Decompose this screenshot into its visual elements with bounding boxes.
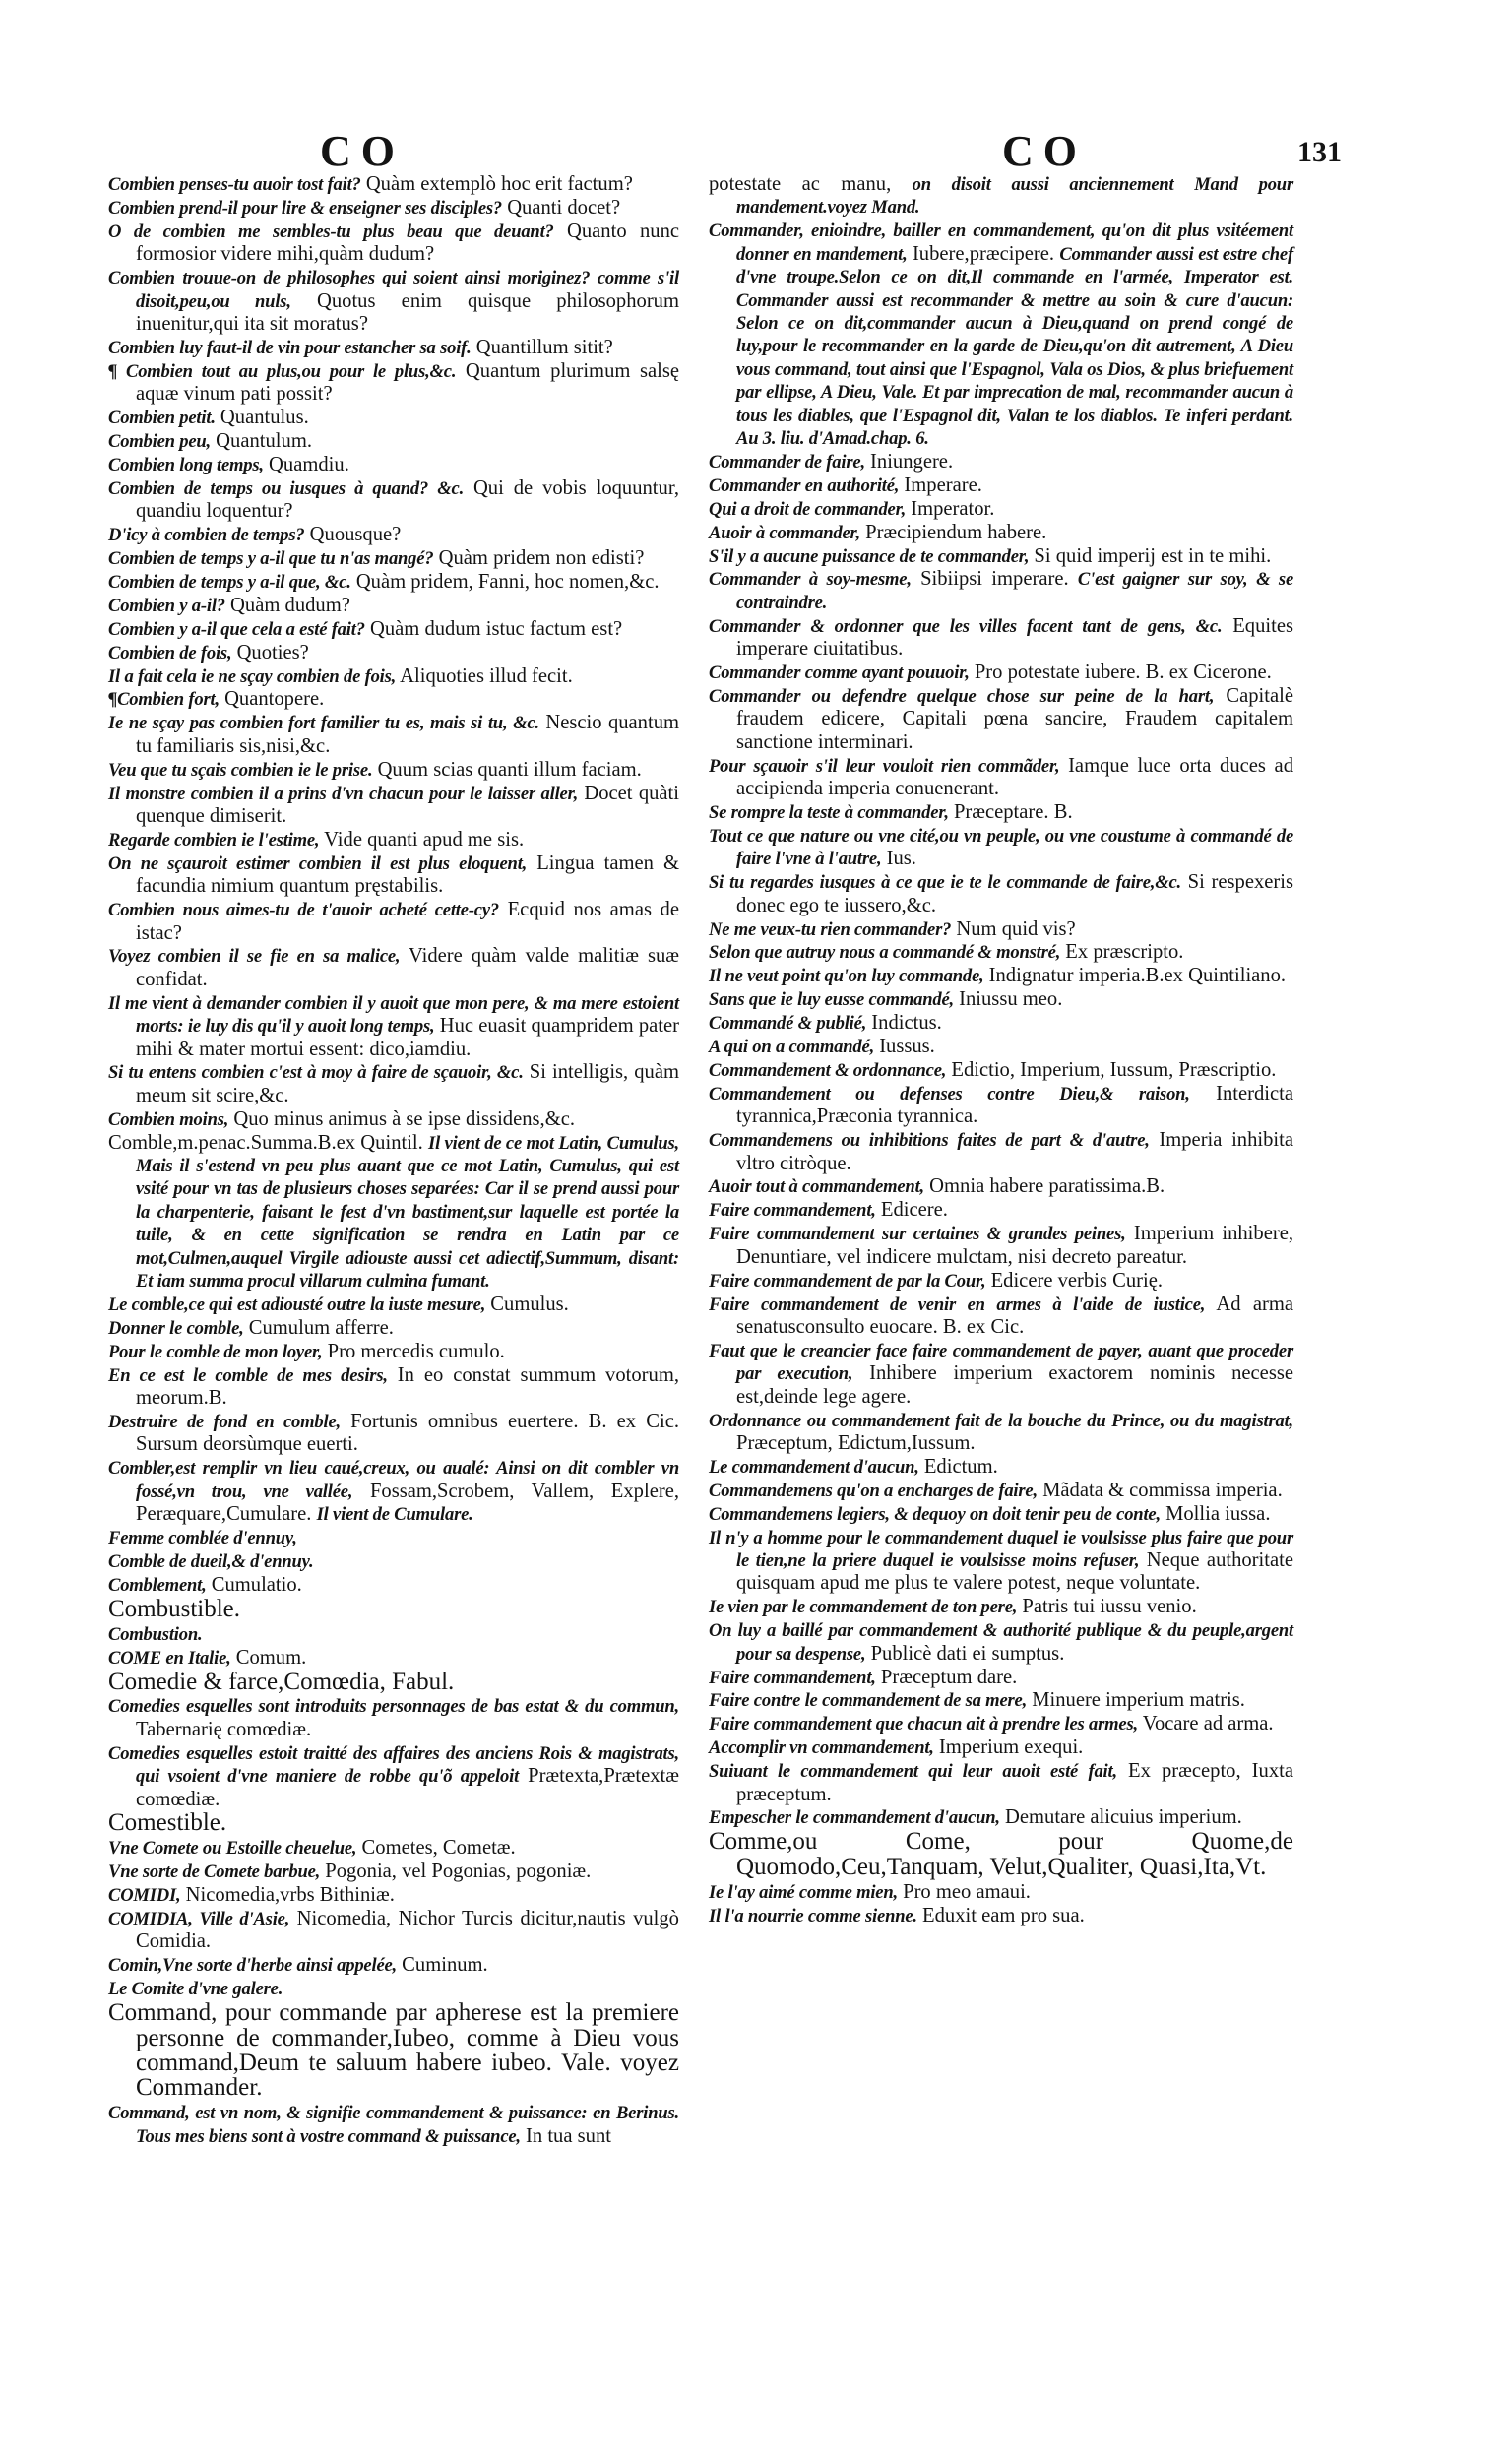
- dictionary-entry: [709, 755, 1293, 801]
- entry-french: Combien y a-il que cela a esté fait?: [108, 618, 365, 640]
- dictionary-entry: [709, 522, 1293, 544]
- entry-latin: Iniungere.: [870, 450, 954, 473]
- entry-latin: Pro potestate iubere. B. ex Cicerone.: [974, 662, 1272, 684]
- entry-french: Combien long temps,: [108, 454, 264, 475]
- dictionary-entry: [709, 1270, 1293, 1293]
- dictionary-entry: [709, 1736, 1293, 1759]
- dictionary-entry: [108, 360, 679, 407]
- entry-french: Combien petit.: [108, 408, 216, 429]
- entry-french: Qui a droit de commander,: [709, 498, 907, 520]
- entry-french: Voyez combien il se fie en sa malice,: [108, 946, 401, 968]
- entry-latin: Quoties?: [236, 641, 309, 663]
- entry-french: Faut que le creancier face faire commandement de payer, auant que proceder par execution,: [709, 1340, 1293, 1385]
- entry-latin: Quantum plurimum salsę aquæ vinum pati possit?: [136, 359, 680, 406]
- entry-latin: Interdicta tyrannica,Præconia tyrannica.: [736, 1082, 1294, 1128]
- entry-french: ¶ Combien tout au plus,ou pour le plus,&c.: [108, 360, 457, 382]
- entry-latin: Ad arma senatusconsulto euocare. B. ex Cic.: [736, 1293, 1293, 1338]
- entry-french: Comble de dueil,& d'ennuy.: [108, 1550, 314, 1572]
- entry-french: Commander ou defendre quelque chose sur peine de la hart,: [709, 685, 1215, 707]
- entry-latin: Quousque?: [309, 524, 402, 546]
- entry-french: Se rompre la teste à commander,: [709, 801, 949, 823]
- entry-french: COMIDI,: [108, 1885, 181, 1907]
- entry-french: Ie l'ay aimé comme mien,: [709, 1881, 898, 1903]
- entry-latin: Comme,ou Come, pour Quome,de Quomodo,Ceu,Tanquam, Velut,Qualiter, Quasi,Ita,Vt.: [709, 1828, 1293, 1880]
- dictionary-entry: [709, 1713, 1293, 1735]
- entry-french: Ordonnance ou commandement fait de la bouche du Prince, ou du magistrat,: [709, 1410, 1293, 1431]
- entry-latin: Cumulatio.: [211, 1573, 302, 1596]
- entry-french: Combien penses-tu auoir tost fait?: [108, 174, 361, 195]
- entry-french: Suiuant le commandement qui leur auoit esté fait,: [709, 1761, 1117, 1783]
- entry-latin: Comedie & farce,Comœdia, Fabul.: [108, 1668, 455, 1695]
- entry-latin: Quàm extemplò hoc erit factum?: [365, 173, 633, 195]
- dictionary-entry: [108, 1294, 679, 1316]
- entry-french: Commander & ordonner que les villes facent tant de gens, &c.: [709, 615, 1223, 637]
- entry-latin: Præceptum, Edictum,Iussum.: [736, 1431, 976, 1454]
- dictionary-entry: [709, 662, 1293, 684]
- entry-note: C'est gaigner sur soy, & se contraindre.: [736, 569, 1293, 613]
- entry-latin: Indictus.: [871, 1012, 942, 1035]
- entry-french: Empescher le commandement d'aucun,: [709, 1807, 1000, 1829]
- entry-french: Si tu regardes iusques à ce que ie te le commande de faire,&c.: [709, 872, 1181, 894]
- entry-french: Combien nous aimes-tu de t'auoir acheté cette-cy?: [108, 900, 500, 921]
- entry-latin: Cumulum afferre.: [248, 1316, 394, 1339]
- dictionary-entry: [108, 547, 679, 570]
- entry-latin: Omnia habere paratissima.B.: [929, 1175, 1166, 1198]
- dictionary-entry: [108, 1647, 679, 1670]
- entry-latin: Vocare ad arma.: [1142, 1713, 1274, 1735]
- entry-latin: Nicomedia, Nichor Turcis dicitur,nautis vulgò Comidia.: [136, 1908, 679, 1953]
- dictionary-entry: [709, 1059, 1293, 1082]
- dictionary-entry: [108, 1527, 679, 1549]
- dictionary-entry: [108, 783, 679, 829]
- dictionary-entry: [709, 451, 1293, 473]
- dictionary-entry: [108, 829, 679, 852]
- entry-latin: Pro meo amaui.: [903, 1880, 1031, 1903]
- entry-french: En ce est le comble de mes desirs,: [108, 1364, 388, 1386]
- dictionary-entry: [108, 688, 679, 711]
- dictionary-entry: [108, 618, 679, 641]
- entry-latin: Edicere verbis Curię.: [990, 1269, 1163, 1292]
- entry-latin: Quum scias quanti illum faciam.: [377, 758, 642, 781]
- dictionary-entry: [108, 1364, 679, 1411]
- dictionary-entry: [709, 220, 1293, 450]
- entry-french: Ie vien par le commandement de ton pere,: [709, 1597, 1018, 1618]
- entry-latin: Ex præscripto.: [1065, 941, 1184, 964]
- dictionary-entry: [709, 1083, 1293, 1129]
- dictionary-entry: [108, 1837, 679, 1860]
- dictionary-entry: [108, 1457, 679, 1526]
- entry-latin: Quotus enim quisque philosophorum inuenitur,qui ita sit moratus?: [136, 289, 680, 335]
- entry-french: Commandement ou defenses contre Dieu,& raison,: [709, 1083, 1190, 1104]
- dictionary-entry: [709, 1223, 1293, 1269]
- entry-french: Femme comblée d'ennuy,: [108, 1528, 297, 1549]
- dictionary-entry: [709, 1410, 1293, 1456]
- entry-french: Faire commandement,: [709, 1667, 876, 1688]
- dictionary-entry: [709, 1905, 1293, 1927]
- dictionary-entry: [709, 871, 1293, 917]
- dictionary-entry: [709, 1129, 1293, 1175]
- dictionary-entry: [709, 1527, 1293, 1596]
- entry-french: Combien de temps ou iusques à quand? &c.: [108, 477, 465, 499]
- entry-french: Combler,est remplir vn lieu caué,creux, ou aualé: Ainsi on dit combler vn fossé,vn trou, vne vallée,: [108, 1458, 679, 1502]
- entry-latin: Iniussu meo.: [959, 988, 1063, 1011]
- entry-latin: Combustible.: [108, 1595, 241, 1622]
- dictionary-entry: [108, 1595, 679, 1622]
- entry-note: Il vient de Cumulare.: [316, 1504, 473, 1526]
- entry-french: Commander de faire,: [709, 451, 865, 473]
- entry-latin: potestate ac manu,: [709, 173, 892, 195]
- entry-latin: Præcipiendum habere.: [865, 521, 1047, 543]
- entry-latin: Comestible.: [108, 1809, 227, 1837]
- entry-latin: Nicomedia,vrbs Bithiniæ.: [185, 1884, 395, 1907]
- entry-latin: Command, pour commande par apherese est la premiere personne de commander,Iubeo, comme à Dieu vous command,Deum te saluum habere iubeo. Vale. voyez Commander.: [108, 1999, 679, 2102]
- entry-french: Il l'a nourrie comme sienne.: [709, 1905, 917, 1926]
- dictionary-entry: [108, 454, 679, 476]
- entry-latin: Ex præcepto, Iuxta præceptum.: [736, 1760, 1294, 1805]
- dictionary-entry: [108, 337, 679, 359]
- entry-french: Il me vient à demander combien il y auoit que mon pere, & ma mere estoient morts: ie luy dis qu'il y auoit long temps,: [108, 992, 679, 1038]
- dictionary-entry: [108, 1132, 679, 1294]
- dictionary-entry: [108, 571, 679, 594]
- dictionary-entry: [108, 1954, 679, 1977]
- dictionary-entry: [709, 1619, 1293, 1666]
- dictionary-entry: [108, 852, 679, 899]
- entry-latin: Huc euasit quampridem pater mihi & mater mortui essent: dico,iamdiu.: [136, 1015, 679, 1060]
- dictionary-entry: [709, 988, 1293, 1011]
- entry-french: Commander à soy-mesme,: [709, 569, 912, 591]
- dictionary-entry: [709, 1830, 1293, 1880]
- dictionary-entry: [108, 992, 679, 1061]
- entry-french: Sans que ie luy eusse commandé,: [709, 989, 954, 1011]
- entry-latin: Tabernarię comœdiæ.: [136, 1718, 312, 1740]
- dictionary-entry: [108, 407, 679, 429]
- dictionary-entry: [108, 1742, 679, 1811]
- entry-french: Il n'y a homme pour le commandement duquel ie voulsisse plus faire que pour le tien,ne la priere duquel ie voulsisse moins refuser,: [709, 1527, 1293, 1571]
- dictionary-entry: [108, 2102, 679, 2148]
- entry-latin: Quamdiu.: [269, 453, 349, 475]
- page-number: 131: [1297, 136, 1342, 168]
- entry-latin: Fortunis omnibus euertere. B. ex Cic. Sursum deorsùmque euerti.: [136, 1411, 679, 1456]
- dictionary-entry: [709, 474, 1293, 497]
- entry-french: Commandement & ordonnance,: [709, 1059, 947, 1081]
- dictionary-entry: [709, 1881, 1293, 1904]
- entry-latin: Ecquid nos amas de istac?: [136, 899, 679, 944]
- dictionary-entry: [108, 1574, 679, 1597]
- entry-latin: Præceptare. B.: [953, 800, 1073, 823]
- dictionary-entry: [108, 595, 679, 617]
- dictionary-entry: [108, 899, 679, 945]
- dictionary-entry: [108, 1108, 679, 1131]
- dictionary-entry: [709, 941, 1293, 964]
- dictionary-entry: [108, 1411, 679, 1457]
- dictionary-entry: [709, 545, 1293, 568]
- dictionary-entry: [709, 1760, 1293, 1806]
- running-head-right: CO: [1002, 127, 1087, 175]
- entry-french: Faire commandement sur certaines & grandes peines,: [709, 1224, 1126, 1245]
- entry-french: Commandemens legiers, & dequoy on doit tenir peu de conte,: [709, 1503, 1161, 1525]
- entry-latin: Si quid imperij est in te mihi.: [1034, 544, 1272, 567]
- dictionary-entry: [709, 1294, 1293, 1340]
- entry-french: Il ne veut point qu'on luy commande,: [709, 966, 984, 987]
- entry-latin: Quantulus.: [220, 407, 309, 429]
- entry-french: Destruire de fond en comble,: [108, 1412, 341, 1433]
- entry-french: Command, est vn nom, & signifie commandement & puissance: en Berinus. Tous mes biens sont à vostre command & puissance,: [108, 2103, 679, 2147]
- entry-latin: Quantillum sitit?: [475, 336, 613, 358]
- entry-latin: Sibiipsi imperare.: [920, 568, 1069, 591]
- entry-latin: Quo minus animus à se ipse dissidens,&c.: [233, 1107, 576, 1130]
- entry-french: Regarde combien ie l'estime,: [108, 829, 320, 851]
- entry-french: Combien moins,: [108, 1108, 229, 1130]
- entry-latin: Ius.: [886, 848, 916, 870]
- entry-french: A qui on a commandé,: [709, 1037, 875, 1058]
- dictionary-entry: [108, 477, 679, 524]
- entry-latin: Quanto nunc formosior videre mihi,quàm dudum?: [136, 220, 680, 266]
- entry-latin: Quantulum.: [216, 429, 312, 452]
- entry-latin: Eduxit eam pro sua.: [922, 1904, 1085, 1926]
- entry-latin: Pro mercedis cumulo.: [327, 1340, 505, 1362]
- entry-latin: Iubere,præcipere.: [912, 242, 1055, 265]
- dictionary-entry: [108, 197, 679, 220]
- dictionary-entry: [108, 1317, 679, 1340]
- dictionary-entry: [709, 1012, 1293, 1035]
- dictionary-entry: [709, 615, 1293, 662]
- dictionary-entry: [709, 1689, 1293, 1712]
- entry-french: Le commandement d'aucun,: [709, 1456, 919, 1478]
- entry-french: Commander en authorité,: [709, 474, 900, 496]
- entry-french: Il monstre combien il a prins d'vn chacun pour le laisser aller,: [108, 783, 579, 804]
- entry-latin: Si respexeris donec ego te iussero,&c.: [736, 871, 1294, 916]
- entry-note: on disoit aussi anciennement Mand pour mandement.voyez Mand.: [736, 174, 1293, 219]
- entry-french: Pour le comble de mon loyer,: [108, 1341, 323, 1362]
- entry-french: Combien y a-il?: [108, 595, 225, 616]
- dictionary-entry: [709, 1503, 1293, 1526]
- entry-latin: Imperator.: [911, 497, 995, 520]
- entry-latin: Imperium exequi.: [938, 1736, 1084, 1759]
- entry-latin: Imperare.: [904, 473, 982, 496]
- entry-latin: Edictio, Imperium, Iussum, Præscriptio.: [951, 1058, 1277, 1081]
- entry-latin: Quantopere.: [224, 688, 325, 711]
- entry-latin: Vide quanti apud me sis.: [324, 828, 525, 851]
- entry-french: Vne sorte de Comete barbue,: [108, 1862, 321, 1883]
- entry-french: Il a fait cela ie ne sçay combien de fois,: [108, 665, 397, 687]
- entry-french: Ie ne sçay pas combien fort familier tu es, mais si tu, &c.: [108, 713, 539, 734]
- dictionary-entry: [709, 173, 1293, 220]
- entry-latin: Cuminum.: [402, 1954, 488, 1977]
- entry-french: Faire contre le commandement de sa mere,: [709, 1690, 1028, 1712]
- entry-latin: Cumulus.: [490, 1294, 569, 1315]
- entry-latin: Quàm dudum istuc factum est?: [369, 617, 623, 640]
- entry-french: Faire commandement de par la Cour,: [709, 1270, 986, 1292]
- entry-french: On luy a baillé par commandement & authorité publique & du peuple,argent pour sa despense,: [709, 1620, 1293, 1665]
- entry-latin: Edictum.: [923, 1455, 998, 1478]
- entry-french: Commandé & publié,: [709, 1013, 867, 1035]
- entry-latin: Quanti docet?: [507, 196, 621, 219]
- dictionary-entry: [709, 1036, 1293, 1058]
- entry-latin: Edicere.: [880, 1199, 948, 1222]
- dictionary-entry: [108, 1695, 679, 1741]
- entry-latin: Mollia iussa.: [1166, 1502, 1271, 1525]
- dictionary-entry: [709, 685, 1293, 754]
- entry-latin: Videre quàm valde malitiæ suæ confidat.: [136, 945, 679, 990]
- entry-french: Combien prend-il pour lire & enseigner ses disciples?: [108, 197, 503, 219]
- dictionary-entry: [108, 642, 679, 664]
- dictionary-entry: [108, 1978, 679, 2000]
- entry-french: Commander comme ayant pouuoir,: [709, 663, 970, 684]
- entry-french: Comedies esquelles estoit traitté des affaires des anciens Rois & magistrats, qui vsoient d'vne maniere de robbe qu'õ appeloit: [108, 1742, 679, 1788]
- entry-latin: Imperium inhibere, Denuntiare, vel indicere mulctam, nisi decreto pareatur.: [736, 1223, 1293, 1268]
- dictionary-entry: [709, 801, 1293, 824]
- entry-latin: Lingua tamen & facundia nimium quantum pręstabilis.: [136, 852, 680, 898]
- dictionary-entry: [108, 267, 679, 336]
- dictionary-entry: [108, 1668, 679, 1695]
- entry-french: Tout ce que nature ou vne cité,ou vn peuple, ou vne coustume à commandé de faire l'vne à l'autre,: [709, 825, 1293, 870]
- entry-french: Auoir tout à commandement,: [709, 1176, 924, 1198]
- entry-french: Le Comite d'vne galere.: [108, 1979, 284, 2000]
- dictionary-entry: [108, 173, 679, 196]
- entry-latin: Demutare alicuius imperium.: [1005, 1806, 1242, 1829]
- entry-latin: Patris tui iussu venio.: [1022, 1596, 1197, 1618]
- dictionary-entry: [709, 1199, 1293, 1222]
- entry-latin: Aliquoties illud fecit.: [400, 664, 573, 687]
- entry-french: Faire commandement,: [709, 1200, 876, 1222]
- dictionary-entry: [709, 1596, 1293, 1618]
- entry-latin: Quàm pridem non edisti?: [438, 547, 645, 569]
- entry-latin: Quàm pridem, Fanni, hoc nomen,&c.: [355, 570, 660, 593]
- entry-french: ¶Combien fort,: [108, 689, 220, 711]
- dictionary-entry: [709, 1456, 1293, 1479]
- entry-french: Vne Comete ou Estoille cheuelue,: [108, 1838, 357, 1860]
- entry-french: Commandemens qu'on a encharges de faire,: [709, 1480, 1038, 1501]
- entry-latin: Prætexta,Prætextæ comœdiæ.: [136, 1765, 679, 1810]
- entry-french: COMIDIA, Ville d'Asie,: [108, 1909, 290, 1930]
- running-head-left: CO: [320, 127, 405, 175]
- entry-latin: Præceptum dare.: [880, 1666, 1018, 1688]
- dictionary-entry: [108, 1341, 679, 1363]
- dictionary-entry: [709, 498, 1293, 521]
- entry-latin: Quàm dudum?: [230, 594, 350, 616]
- entry-french: O de combien me sembles-tu plus beau que deuant?: [108, 221, 554, 242]
- entry-latin: Inhibere imperium exactorem nominis necesse est,deinde lege agere.: [736, 1362, 1293, 1408]
- entry-latin: Capitalè fraudem edicere, Capitali pœna sancire, Fraudem capitalem sanctione interminari.: [736, 684, 1293, 753]
- dictionary-entry: [709, 825, 1293, 871]
- dictionary-entry: [108, 712, 679, 758]
- entry-french: Combien de temps y a-il que, &c.: [108, 571, 351, 593]
- entry-french: Le comble,ce qui est adiousté outre la iuste mesure,: [108, 1294, 486, 1315]
- dictionary-entry: [108, 1811, 679, 1836]
- entry-french: Ne me veux-tu rien commander?: [709, 918, 952, 940]
- dictionary-entry: [108, 1861, 679, 1883]
- entry-french: Si tu entens combien c'est à moy à faire de sçauoir, &c.: [108, 1062, 524, 1084]
- entry-note: Commander aussi est estre chef d'vne troupe.Selon ce on dit,Il commande en l'armée, Imperator est. Commander aussi est recommander & mettre au soin & cure d'aucun: Selon ce on dit,commander aucun à Dieu,quand on prend congé de luy,pour le recommander en la garde de Dieu,qu'on dit autrement, A Dieu vous command, tout ainsi que l'Espagnol, Vala os Dios, & plus briefuement par ellipse, A Dieu, Vale. Et par imprecation de mal, recommander aucun à tous les diables, que l'Espagnol dit, Valan te los diablos. Te inferi perdant. Au 3. liu. d'Amad.chap. 6.: [736, 243, 1293, 449]
- entry-french: Comblement,: [108, 1574, 207, 1596]
- entry-latin: Qui de vobis loquuntur, quandiu loquentur?: [136, 476, 679, 523]
- entry-french: Combien peu,: [108, 430, 212, 452]
- entry-latin: Comble,m.penac.Summa.B.ex Quintil.: [108, 1131, 423, 1154]
- entry-latin: Mãdata & commissa imperia.: [1042, 1479, 1283, 1501]
- entry-latin: Publicè dati ei sumptus.: [870, 1642, 1065, 1665]
- entry-latin: In tua sunt: [526, 2124, 611, 2147]
- entry-french: Commandemens ou inhibitions faites de part & d'autre,: [709, 1130, 1150, 1152]
- entry-french: Faire commandement que chacun ait à prendre les armes,: [709, 1714, 1138, 1735]
- entry-french: Combien de fois,: [108, 642, 232, 663]
- dictionary-entry: [108, 1550, 679, 1573]
- left-column: [108, 173, 679, 2149]
- entry-french: Auoir à commander,: [709, 522, 860, 543]
- entry-latin: Cometes, Cometæ.: [361, 1837, 516, 1860]
- entry-latin: Comum.: [235, 1646, 307, 1669]
- entry-latin: Docet quàti quenque dimiserit.: [136, 782, 679, 827]
- dictionary-entry: [108, 665, 679, 688]
- entry-french: COME en Italie,: [108, 1647, 231, 1669]
- entry-latin: Minuere imperium matris.: [1032, 1689, 1245, 1712]
- entry-french: Combien de temps y a-il que tu n'as mangé?: [108, 548, 434, 569]
- dictionary-entry: [709, 918, 1293, 941]
- entry-french: Accomplir vn commandement,: [709, 1737, 934, 1759]
- dictionary-entry: [108, 759, 679, 782]
- entry-french: Comin,Vne sorte d'herbe ainsi appelée,: [108, 1955, 398, 1977]
- dictionary-entry: [709, 1806, 1293, 1829]
- dictionary-entry: [709, 1175, 1293, 1198]
- entry-latin: Nescio quantum tu familiaris sis,nisi,&c.: [136, 712, 680, 757]
- dictionary-entry: [709, 965, 1293, 987]
- entry-latin: Equites imperare ciuitatibus.: [736, 614, 1293, 661]
- dictionary-entry: [108, 1884, 679, 1907]
- dictionary-entry: [108, 945, 679, 991]
- entry-latin: Fossam,Scrobem, Vallem, Explere, Peræquare,Cumulare.: [136, 1480, 679, 1526]
- entry-latin: In eo constat summum votorum, meorum.B.: [136, 1363, 679, 1410]
- dictionary-entry: [108, 221, 679, 267]
- dictionary-entry: [108, 2001, 679, 2102]
- entry-french: S'il y a aucune puissance de te commander,: [709, 545, 1030, 567]
- dictionary-entry: [709, 1340, 1293, 1409]
- dictionary-entry: [709, 1667, 1293, 1689]
- dictionary-entry: [709, 568, 1293, 614]
- dictionary-entry: [108, 1623, 679, 1646]
- dictionary-entry: [709, 1480, 1293, 1502]
- dictionary-entry: [108, 524, 679, 546]
- entry-french: Pour sçauoir s'il leur vouloit rien commãder,: [709, 755, 1060, 777]
- entry-note: Il vient de ce mot Latin, Cumulus, Mais il s'estend vn peu plus auant que ce mot Latin, Cumulus, qui est vsité pour vn tas de plusieurs choses separées: Car il se prend aussi pour la charpenterie, faisant le fest d'vn bastiment,sur laquelle est portée la tuile, & en cette signification se rendra en Latin par ce mot,Culmen,auquel Virgile adiouste aussi cet adiectif,Summum, disant: Et iam summa procul villarum culmina fumant.: [136, 1132, 679, 1293]
- entry-french: Veu que tu sçais combien ie le prise.: [108, 759, 373, 781]
- entry-french: On ne sçauroit estimer combien il est plus eloquent,: [108, 852, 528, 874]
- entry-latin: Si intelligis, quàm meum sit scire,&c.: [136, 1061, 680, 1106]
- entry-latin: Num quid vis?: [956, 917, 1076, 940]
- right-column: [709, 173, 1293, 1927]
- entry-latin: Iamque luce orta duces ad accipienda imperia conuenerant.: [736, 754, 1293, 800]
- dictionary-entry: [108, 1061, 679, 1107]
- entry-latin: Indignatur imperia.B.ex Quintiliano.: [988, 965, 1287, 987]
- dictionary-entry: [108, 1908, 679, 1954]
- entry-french: Comedies esquelles sont introduits personnages de bas estat & du commun,: [108, 1696, 679, 1718]
- entry-french: Faire commandement de venir en armes à l'aide de iustice,: [709, 1294, 1206, 1315]
- entry-french: Combien luy faut-il de vin pour estancher sa soif.: [108, 337, 472, 358]
- entry-french: Combien trouue-on de philosophes qui soient ainsi moriginez? comme s'il disoit,peu,ou nuls,: [108, 268, 679, 312]
- entry-latin: Neque authoritate quisquam apud me plus te valere potest, neque voluntate.: [736, 1548, 1293, 1595]
- entry-french: Donner le comble,: [108, 1317, 244, 1339]
- entry-french: Commander, enioindre, bailler en commandement, qu'on dit plus vsitéement donner en mandement,: [709, 221, 1293, 265]
- dictionary-entry: [108, 430, 679, 453]
- entry-french: Selon que autruy nous a commandé & monstré,: [709, 942, 1061, 964]
- entry-latin: Imperia inhibita vltro citròque.: [736, 1129, 1293, 1174]
- entry-latin: Iussus.: [879, 1036, 935, 1058]
- entry-french: Combustion.: [108, 1623, 203, 1645]
- entry-latin: Pogonia, vel Pogonias, pogoniæ.: [325, 1861, 592, 1883]
- entry-french: D'icy à combien de temps?: [108, 525, 305, 546]
